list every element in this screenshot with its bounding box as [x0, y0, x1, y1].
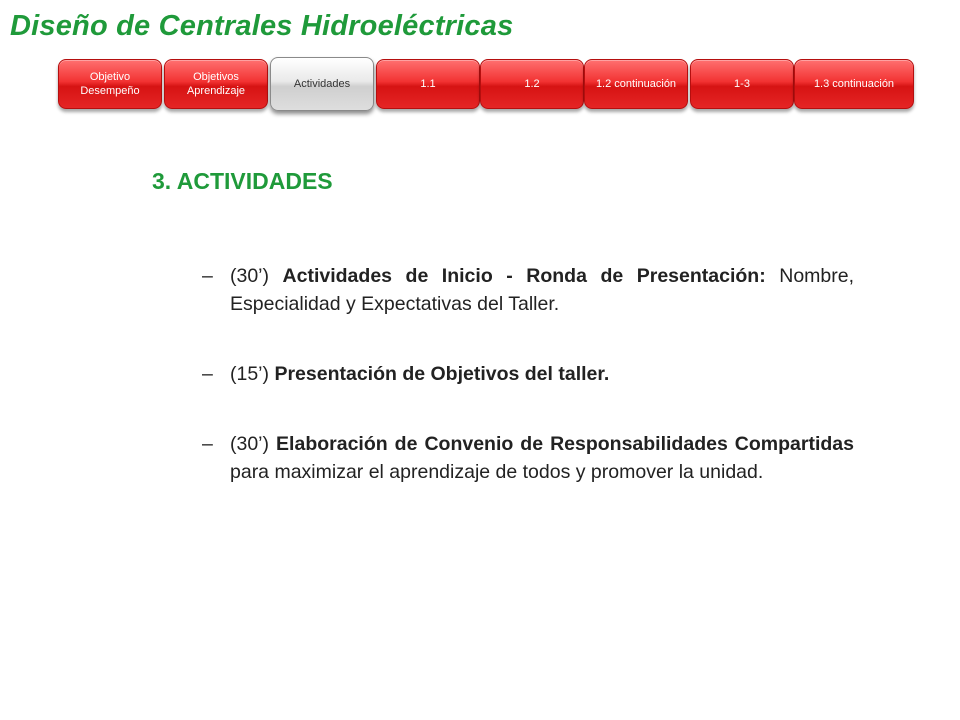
nav-button-1-3-continuacion[interactable]: 1.3 continuación: [794, 59, 914, 109]
activities-list: [202, 262, 854, 528]
activity-title: Presentación de Objetivos del taller.: [274, 363, 610, 385]
dash-bullet: –: [202, 433, 213, 455]
activity-description: para maximizar el aprendizaje de todos y promover la unidad.: [230, 461, 764, 483]
nav-button-1-3[interactable]: 1-3: [690, 59, 794, 109]
slide-title: Diseño de Centrales Hidroeléctricas: [10, 10, 514, 42]
nav-button-objetivo-desempeno[interactable]: Objetivo Desempeño: [58, 59, 162, 109]
activity-time: (15’): [230, 363, 270, 385]
activity-time: (30’): [230, 265, 270, 287]
activity-time: (30’): [230, 433, 270, 455]
list-item: [202, 262, 854, 318]
nav-button-1-2[interactable]: 1.2: [480, 59, 584, 109]
nav-button-actividades[interactable]: Actividades: [270, 57, 374, 111]
list-item: [202, 430, 854, 486]
nav-button-objetivos-aprendizaje[interactable]: Objetivos Aprendizaje: [164, 59, 268, 109]
nav-button-1-2-continuacion[interactable]: 1.2 continuación: [584, 59, 688, 109]
activity-title: Elaboración de Convenio de Responsabilidades Compartidas: [276, 433, 854, 455]
dash-bullet: –: [202, 363, 213, 385]
activity-title: Actividades de Inicio - Ronda de Presentación:: [282, 265, 766, 287]
navigation-bar: [58, 59, 918, 115]
nav-button-1-1[interactable]: 1.1: [376, 59, 480, 109]
dash-bullet: –: [202, 265, 213, 287]
activity-description: Nombre, Especialidad y Expectativas del Taller.: [230, 265, 855, 315]
list-item: [202, 360, 854, 388]
section-heading: 3. ACTIVIDADES: [152, 168, 333, 194]
